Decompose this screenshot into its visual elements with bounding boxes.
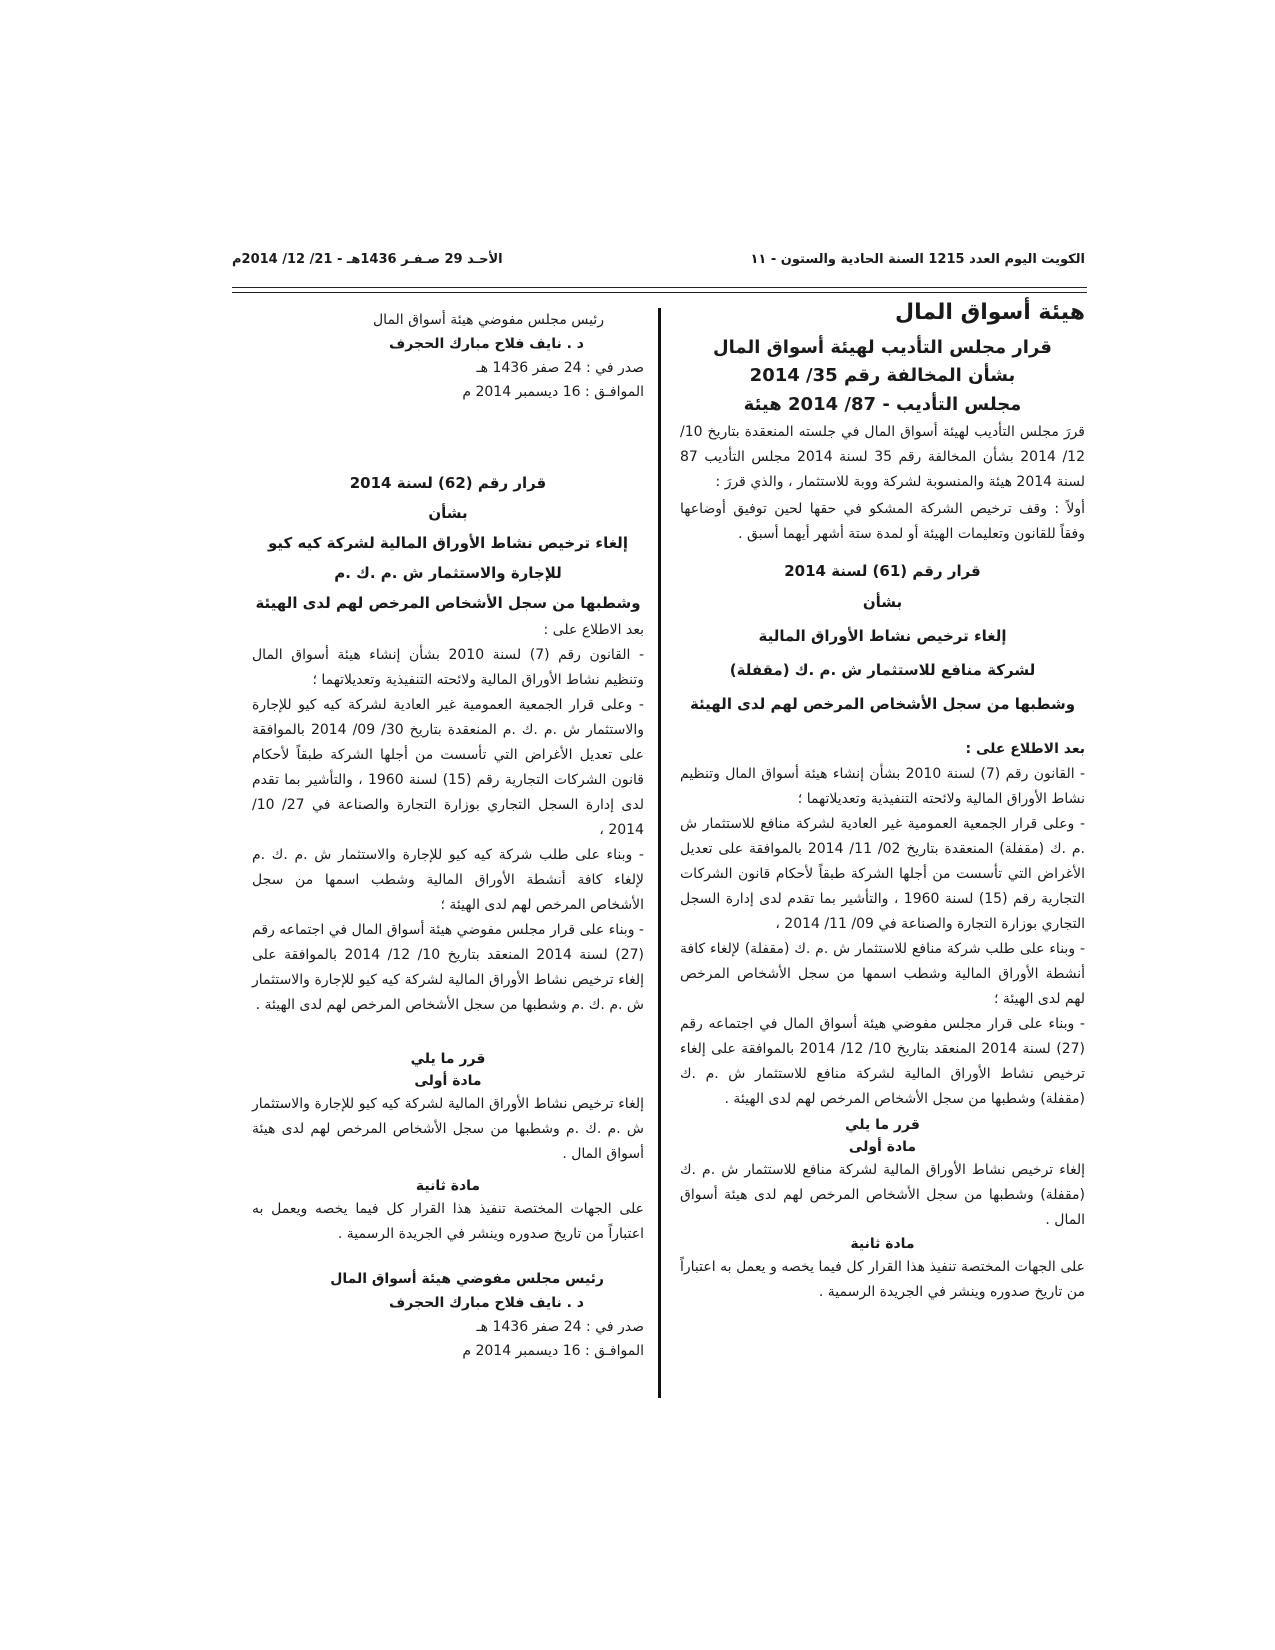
signatory-name-bottom: د . نايف فلاح مبارك الحجرف bbox=[389, 1295, 584, 1311]
decision-61-subject-2: لشركة منافع للاستثمار ش .م .ك (مقفلة) bbox=[729, 661, 1036, 679]
decision-62-regarding: بشأن bbox=[428, 504, 468, 522]
decision-61-subject-3: وشطبها من سجل الأشخاص المرخص لهم لدى الهيئة bbox=[689, 695, 1076, 713]
discipline-decision-title: قرار مجلس التأديب لهيئة أسواق المال bbox=[713, 337, 1052, 358]
decision-61-article-2: على الجهات المختصة تنفيذ هذا القرار كل فيما يخصه و يعمل به اعتباراً من تاريخ صدوره وينشر في الجريدة الرسمية . bbox=[680, 1259, 1085, 1300]
issued-date-bottom: صدر في : 24 صفر 1436 هـ bbox=[476, 1319, 644, 1335]
decision-61-article-1-title: مادة أولى bbox=[848, 1139, 917, 1155]
decision-62-article-1-title: مادة أولى bbox=[414, 1073, 482, 1089]
decision-62-article-2: على الجهات المختصة تنفيذ هذا القرار كل فيما يخصه ويعمل به اعتباراً من تاريخ صدوره وينشر في الجريدة الرسمية . bbox=[252, 1201, 644, 1242]
discipline-decision-item-1: أولاً : وقف ترخيص الشركة المشكو في حقها لحين توفيق أوضاعها وفقاً للقانون وتعليمات الهيئة أو لمدة ستة أشهر أيهما أسبق . bbox=[680, 501, 1085, 542]
section-title: هيئة أسواق المال bbox=[895, 300, 1085, 325]
decision-62-recital-1: - القانون رقم (7) لسنة 2010 بشأن إنشاء هيئة أسواق المال وتنظيم نشاط الأوراق المالية ولائحته التنفيذية وتعديلاتهما ؛ bbox=[252, 647, 644, 688]
header-rule-top bbox=[232, 287, 1087, 288]
decision-62-article-2-title: مادة ثانية bbox=[415, 1178, 481, 1194]
decision-61-recital-4: - وبناء على قرار مجلس مفوضي هيئة أسواق المال في اجتماعه رقم (27) لسنة 2014 المنعقد بتاريخ 10/ 12/ 2014 بالموافقة على إلغاء ترخيص نشاط الأوراق المالية لشركة منافع للاستثمار ش .م .ك (مقفلة) وشطبها من سجل الأشخاص المرخص لهم لدى الهيئة . bbox=[680, 1016, 1086, 1107]
discipline-decision-text: قررَ مجلس التأديب لهيئة أسواق المال في جلسته المنعقدة بتاريخ 10/ 12/ 2014 بشأن المخالفة رقم 35 لسنة 2014 مجلس التأديب 87 لسنة 2014 هيئة والمنسوبة لشركة ووبة للاستثمار ، والذي قررَ : bbox=[680, 424, 1085, 490]
decision-62-recital-2: - وعلى قرار الجمعية العمومية غير العادية لشركة كيه كيو للإجارة والاستثمار ش .م .ك .م المنعقدة بتاريخ 30/ 09/ 2014 بالموافقة على تعديل الأغراض التي تأسست من أجلها الشركة طبقاً لأحكام قانون الشركات التجارية رقم (15) لسنة 1960 ، والتأشير بما تقدم لدى إدارة السجل التجاري بوزارة التجارة والصناعة في 27/ 10/ 2014 ، bbox=[252, 697, 645, 838]
decision-62-article-1: إلغاء ترخيص نشاط الأوراق المالية لشركة كيه كيو للإجارة والاستثمار ش .م .ك .م وشطبها من سجل الأشخاص المرخص لهم لدى هيئة أسواق المال . bbox=[252, 1096, 644, 1162]
signatory-title-bottom: رئيس مجلس مفوضي هيئة أسواق المال bbox=[330, 1271, 604, 1287]
gregorian-date-top: الموافـق : 16 ديسمبر 2014 م bbox=[462, 384, 644, 400]
decision-62-recital-3: - وبناء على طلب شركة كيه كيو للإجارة والاستثمار ش .م .ك .م لإلغاء كافة أنشطة الأوراق المالية وشطب اسمها من سجل الأشخاص المرخص لهم لدى الهيئة ؛ bbox=[252, 847, 644, 913]
signatory-title-top: رئيس مجلس مفوضي هيئة أسواق المال bbox=[373, 312, 604, 328]
violation-number: بشأن المخالفة رقم 35/ 2014 bbox=[749, 365, 1016, 386]
decision-61-regarding: بشأن bbox=[862, 593, 903, 611]
decision-62-recital-4: - وبناء على قرار مجلس مفوضي هيئة أسواق المال في اجتماعه رقم (27) لسنة 2014 المنعقد بتاريخ 10/ 12/ 2014 بالموافقة على إلغاء ترخيص نشاط الأوراق المالية لشركة كيه كيو للإجارة والاستثمار ش .م .ك .م وشطبها من سجل الأشخاص المرخص لهم لدى الهيئة . bbox=[252, 922, 645, 1013]
right-column bbox=[680, 296, 1085, 1305]
decision-61-subject-1: إلغاء ترخيص نشاط الأوراق المالية bbox=[758, 627, 1007, 645]
gazette-date-header: الأحـد 29 صـفـر 1436هـ - 21/ 12/ 2014م bbox=[232, 252, 503, 267]
decision-61-number: قرار رقم (61) لسنة 2014 bbox=[784, 562, 981, 580]
decision-61-recital-1: - القانون رقم (7) لسنة 2010 بشأن إنشاء هيئة أسواق المال وتنظيم نشاط الأوراق المالية ولائحته التنفيذية وتعديلاتهما ؛ bbox=[680, 766, 1085, 807]
gazette-issue-header: الكويت اليوم العدد 1215 السنة الحادية والستون - ١١ bbox=[750, 252, 1085, 267]
discipline-board-ref: مجلس التأديب - 87/ 2014 هيئة bbox=[743, 394, 1022, 415]
decision-61-article-2-title: مادة ثانية bbox=[850, 1236, 915, 1252]
decision-62-decided: قرر ما يلي bbox=[410, 1051, 486, 1067]
decision-62-preamble: بعد الاطلاع على : bbox=[543, 622, 644, 638]
decision-61-article-1: إلغاء ترخيص نشاط الأوراق المالية لشركة منافع للاستثمار ش .م .ك (مقفلة) وشطبها من سجل الأشخاص المرخص لهم لدى هيئة أسواق المال . bbox=[680, 1162, 1085, 1228]
gregorian-date-bottom: الموافـق : 16 ديسمبر 2014 م bbox=[462, 1343, 644, 1359]
decision-62-subject-3: وشطبها من سجل الأشخاص المرخص لهم لدى الهيئة bbox=[255, 594, 641, 612]
decision-61-recital-2: - وعلى قرار الجمعية العمومية غير العادية لشركة منافع للاستثمار ش .م .ك (مقفلة) المنعقدة بتاريخ 02/ 11/ 2014 بالموافقة على تعديل الأغراض التي تأسست من أجلها الشركة طبقاً لأحكام قانون الشركات التجارية رقم (15) لسنة 1960 ، والتأشير بما تقدم لدى إدارة السجل التجاري بوزارة التجارة والصناعة في 09/ 11/ 2014 ، bbox=[680, 816, 1086, 932]
signatory-name-top: د . نايف فلاح مبارك الحجرف bbox=[389, 336, 584, 352]
issued-date-top: صدر في : 24 صفر 1436 هـ bbox=[476, 360, 644, 376]
decision-62-subject-2: للإجارة والاستثمار ش .م .ك .م bbox=[334, 564, 562, 582]
decision-61-decided: قرر ما يلي bbox=[845, 1117, 920, 1133]
header-rule-bottom bbox=[232, 292, 1087, 293]
decision-61-recital-3: - وبناء على طلب شركة منافع للاستثمار ش .م .ك (مقفلة) لإلغاء كافة أنشطة الأوراق المالية وشطب اسمها من سجل الأشخاص المرخص لهم لدى الهيئة ؛ bbox=[680, 941, 1085, 1007]
decision-62-number: قرار رقم (62) لسنة 2014 bbox=[349, 474, 547, 492]
decision-62-subject-1: إلغاء ترخيص نشاط الأوراق المالية لشركة كيه كيو bbox=[268, 534, 628, 552]
left-column bbox=[252, 308, 644, 1363]
decision-61-preamble: بعد الاطلاع على : bbox=[965, 741, 1085, 757]
column-divider bbox=[658, 308, 661, 1398]
